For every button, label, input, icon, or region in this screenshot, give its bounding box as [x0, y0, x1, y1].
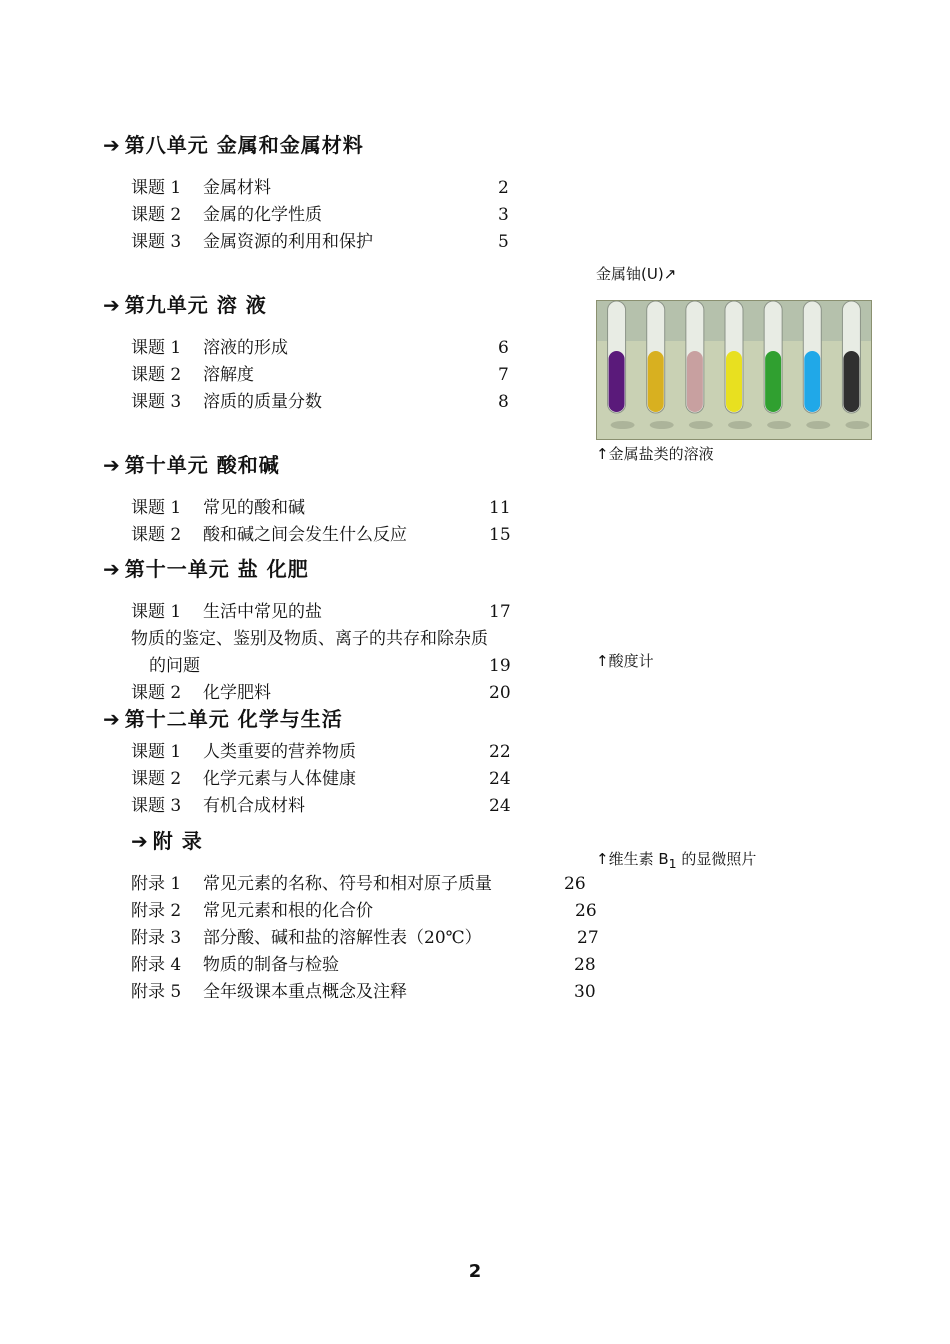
page-ref: 24 — [489, 796, 511, 816]
page-number: 2 — [468, 1261, 482, 1282]
test-tubes-illustration — [597, 301, 871, 439]
page-ref: 30 — [574, 982, 596, 1002]
page-ref: 8 — [498, 392, 509, 412]
toc-entry: 课题 2 金属的化学性质 — [131, 205, 322, 225]
toc-entry: 附录 3 部分酸、碱和盐的溶解性表（20℃） — [131, 928, 482, 948]
toc-entry: 课题 1 生活中常见的盐 — [131, 602, 322, 622]
arrow-right-icon: ➔ — [103, 707, 121, 731]
page-ref: 19 — [489, 656, 511, 676]
toc-entry: 课题 3 金属资源的利用和保护 — [131, 232, 373, 252]
unit-9-heading: ➔ 第九单元 溶 液 — [103, 293, 267, 317]
arrow-up-right-icon: ↗ — [663, 265, 677, 283]
page-ref: 24 — [489, 769, 511, 789]
tube-solution — [765, 351, 781, 412]
appendix-heading: ➔ 附 录 — [131, 829, 203, 853]
page-ref: 27 — [577, 928, 599, 948]
page-ref: 6 — [498, 338, 509, 358]
page-ref: 15 — [489, 525, 511, 545]
page-ref: 2 — [498, 178, 509, 198]
ph-meter-caption: ↑酸度计 — [596, 652, 654, 670]
toc-entry-line2: 的问题 — [149, 656, 200, 676]
solutions-caption: ↑金属盐类的溶液 — [596, 445, 714, 463]
page-ref: 26 — [575, 901, 597, 921]
toc-entry-line1: 物质的鉴定、鉴别及物质、离子的共存和除杂质 — [131, 629, 488, 649]
toc-entry: 课题 2 溶解度 — [131, 365, 254, 385]
arrow-up-icon: ↑ — [596, 652, 609, 670]
toc-entry: 课题 2 化学肥料 — [131, 683, 271, 703]
toc-entry: 课题 1 常见的酸和碱 — [131, 498, 305, 518]
arrow-right-icon: ➔ — [103, 293, 121, 317]
page-ref: 26 — [564, 874, 586, 894]
toc-entry: 课题 1 溶液的形成 — [131, 338, 288, 358]
test-tubes-photo — [596, 300, 872, 440]
tube-shadow — [611, 421, 635, 429]
toc-entry: 课题 2 酸和碱之间会发生什么反应 — [131, 525, 407, 545]
arrow-up-icon: ↑ — [596, 445, 609, 463]
page-ref: 5 — [498, 232, 509, 252]
arrow-up-icon: ↑ — [596, 850, 609, 868]
tube-shadow — [689, 421, 713, 429]
toc-entry: 课题 1 金属材料 — [131, 178, 271, 198]
page-ref: 7 — [498, 365, 509, 385]
arrow-right-icon: ➔ — [103, 133, 121, 157]
unit-11-heading: ➔ 第十一单元 盐 化肥 — [103, 557, 309, 581]
tube-solution — [843, 351, 859, 412]
arrow-right-icon: ➔ — [103, 557, 121, 581]
subscript: 1 — [668, 856, 677, 871]
page-ref: 17 — [489, 602, 511, 622]
uranium-caption: 金属铀(U)↗ — [596, 265, 677, 283]
page-ref: 22 — [489, 742, 511, 762]
arrow-right-icon: ➔ — [103, 453, 121, 477]
page-ref: 28 — [574, 955, 596, 975]
arrow-right-icon: ➔ — [131, 829, 149, 853]
tube-solution — [687, 351, 703, 412]
toc-entry: 课题 3 溶质的质量分数 — [131, 392, 322, 412]
unit-10-heading: ➔ 第十单元 酸和碱 — [103, 453, 280, 477]
tube-solution — [804, 351, 820, 412]
tube-shadow — [650, 421, 674, 429]
toc-entry: 课题 3 有机合成材料 — [131, 796, 305, 816]
toc-entry: 附录 1 常见元素的名称、符号和相对原子质量 — [131, 874, 492, 894]
toc-entry: 附录 2 常见元素和根的化合价 — [131, 901, 373, 921]
tube-shadow — [728, 421, 752, 429]
page-ref: 20 — [489, 683, 511, 703]
tube-solution — [726, 351, 742, 412]
page-ref: 3 — [498, 205, 509, 225]
toc-entry: 课题 2 化学元素与人体健康 — [131, 769, 356, 789]
tube-solution — [648, 351, 664, 412]
tube-shadow — [845, 421, 869, 429]
page-ref: 11 — [489, 498, 511, 518]
toc-entry: 附录 5 全年级课本重点概念及注释 — [131, 982, 407, 1002]
unit-8-heading: ➔ 第八单元 金属和金属材料 — [103, 133, 364, 157]
vitamin-caption: ↑维生素 $B_1$ 的显微照片 — [596, 850, 757, 871]
tube-shadow — [767, 421, 791, 429]
toc-entry: 课题 1 人类重要的营养物质 — [131, 742, 356, 762]
tube-solution — [609, 351, 625, 412]
unit-12-heading: ➔ 第十二单元 化学与生活 — [103, 707, 343, 731]
toc-entry: 附录 4 物质的制备与检验 — [131, 955, 339, 975]
tube-shadow — [806, 421, 830, 429]
